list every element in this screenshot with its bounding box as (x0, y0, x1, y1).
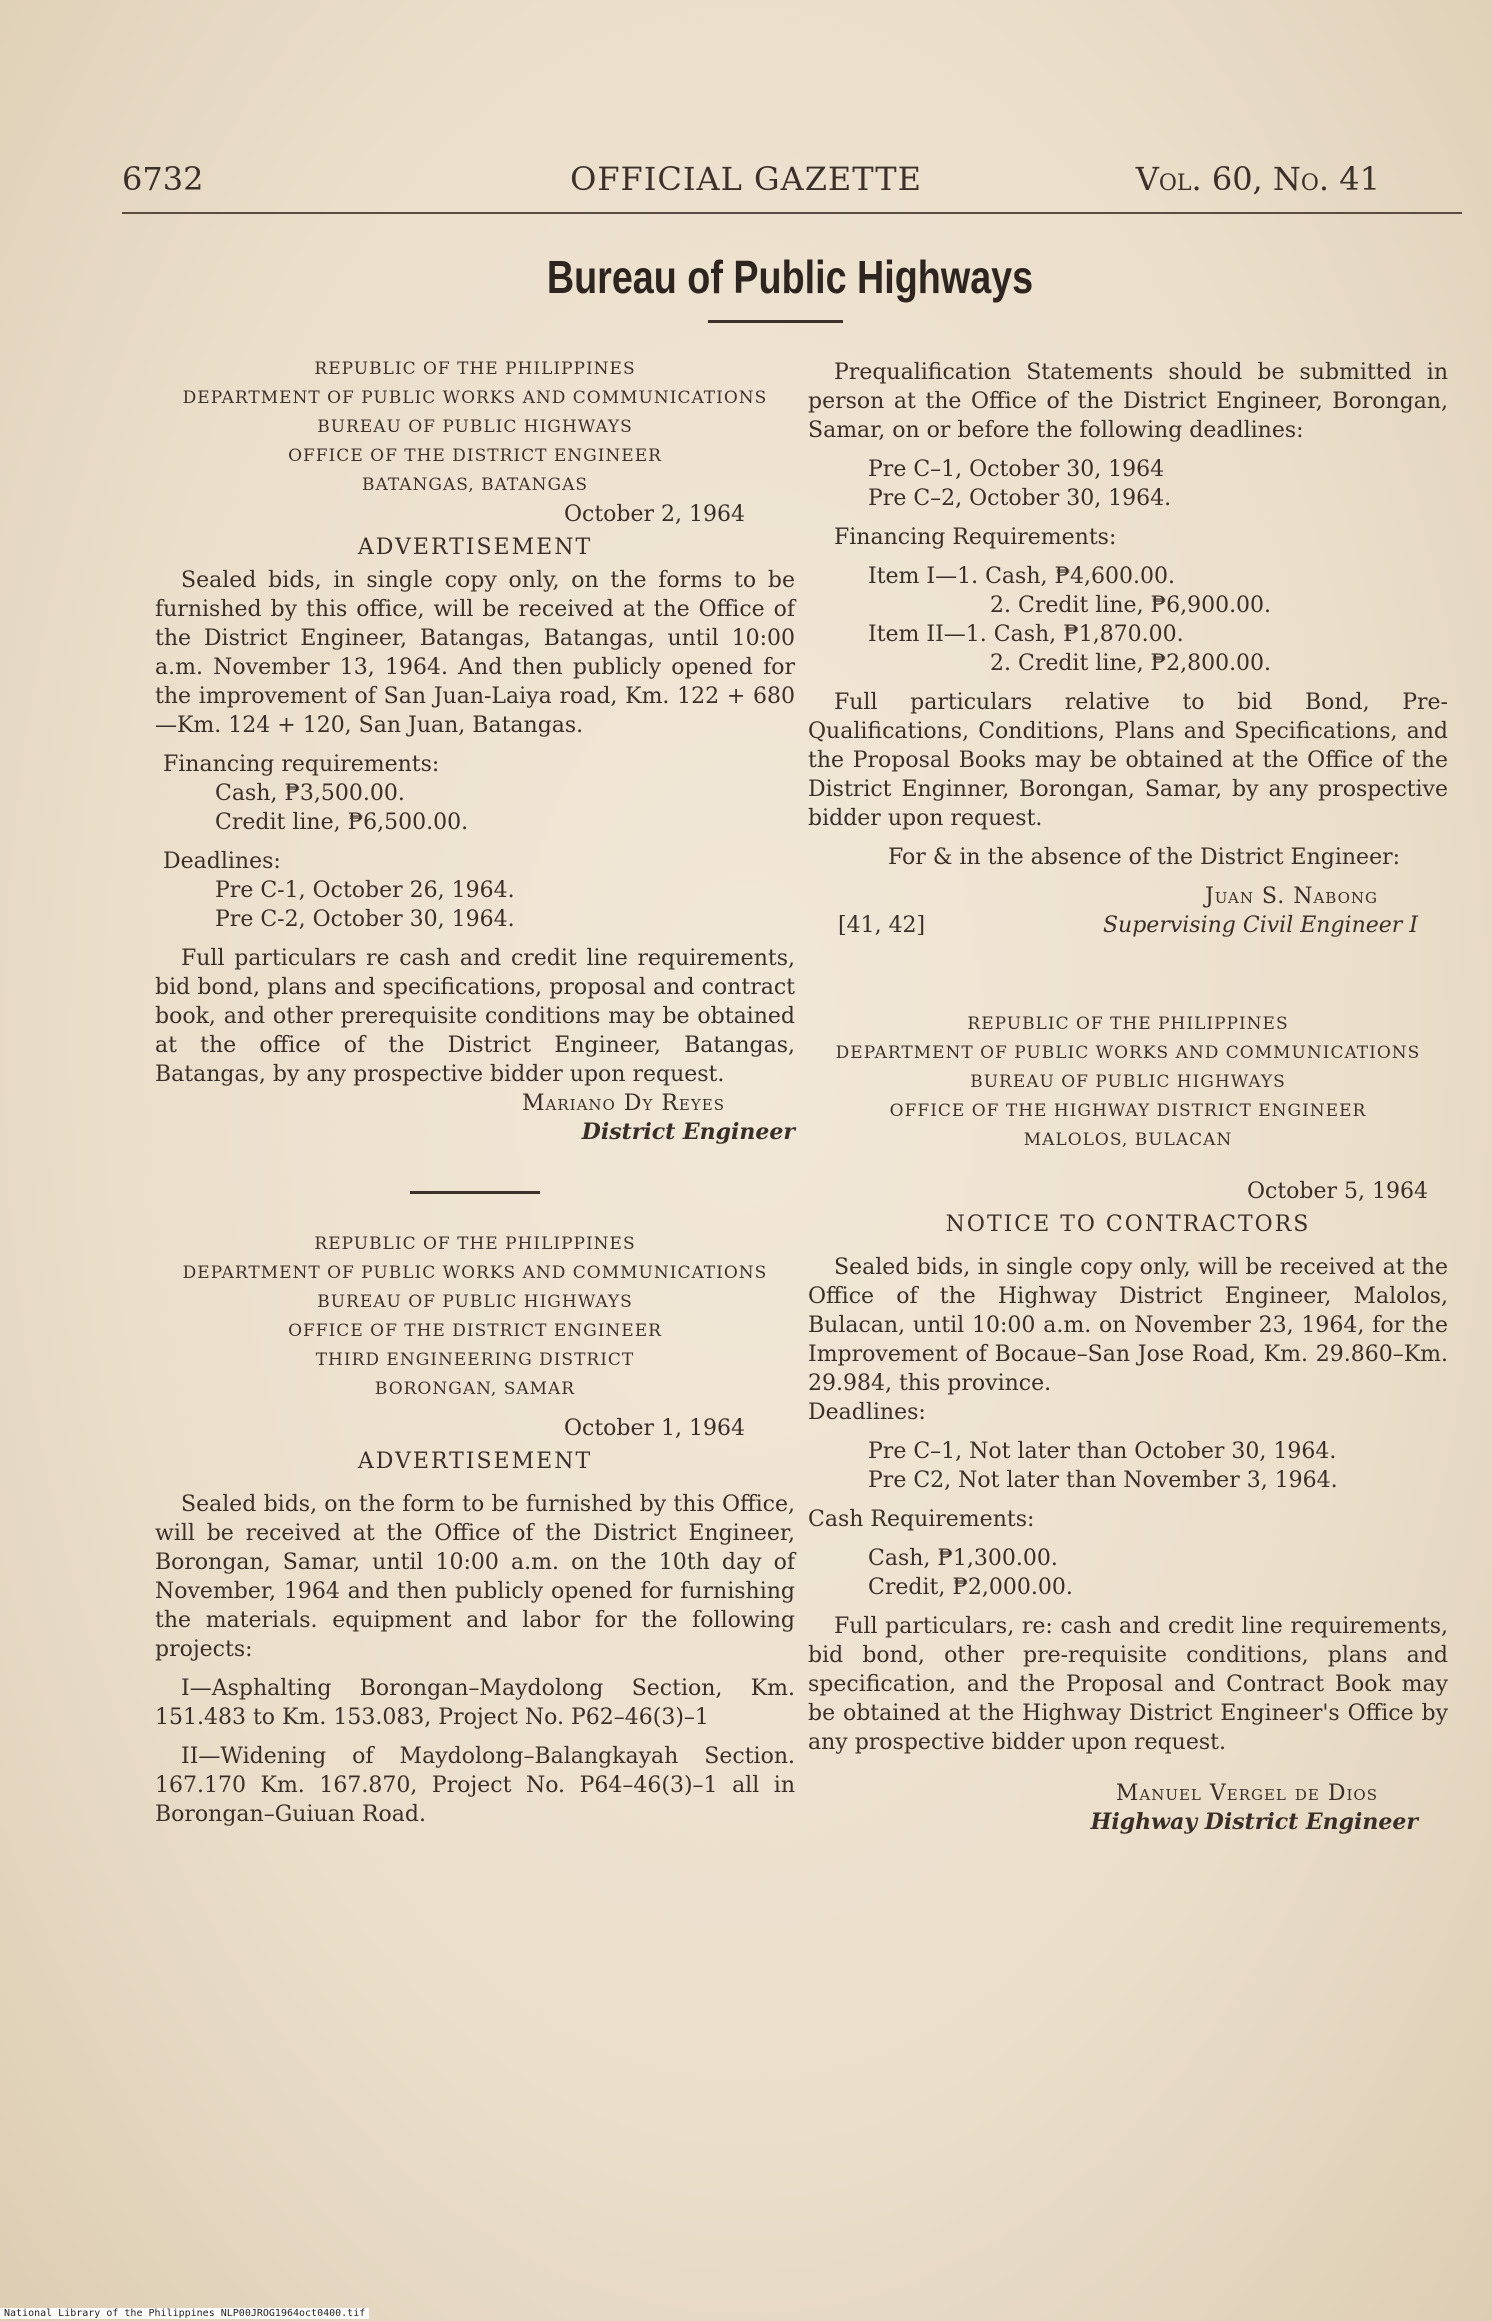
org-line: OFFICE OF THE DISTRICT ENGINEER (288, 1321, 662, 1341)
reference-numbers: [41, 42] (838, 913, 926, 938)
org-line: BATANGAS, BATANGAS (361, 475, 588, 495)
notice-borongan (155, 1230, 795, 1829)
signer-name: Juan S. Nabong (1204, 884, 1378, 909)
org-line: BORONGAN, SAMAR (374, 1379, 576, 1399)
signature-block (808, 1779, 1448, 1808)
item-cash: Item II—1. Cash, ₱1,870.00. (868, 622, 1184, 647)
financing-label: Financing requirements: (163, 752, 440, 777)
title-rule (708, 320, 843, 323)
notice-borongan-continued (808, 358, 1448, 940)
notice-title: NOTICE TO CONTRACTORS (945, 1212, 1311, 1237)
item-credit: 2. Credit line, ₱6,900.00. (990, 593, 1272, 618)
org-line: DEPARTMENT OF PUBLIC WORKS AND COMMUNICATIONS (182, 388, 768, 408)
org-line: DEPARTMENT OF PUBLIC WORKS AND COMMUNICATIONS (835, 1043, 1421, 1063)
signature-block (808, 882, 1448, 911)
header-rule (122, 212, 1462, 214)
signature-title-block (155, 1118, 795, 1147)
notice-particulars: Full particulars re cash and credit line requirements, bid bond, plans and specifications, proposal and contract book, and other prerequisite conditions may be obtained at the office of the District Engineer, Batangas, Batangas, by any prospective bidder upon request. (155, 946, 795, 1087)
section-title: Bureau of Public Highways (546, 251, 1034, 303)
volume-number: Vol. 60, No. 41 (1135, 160, 1380, 198)
notice-title: ADVERTISEMENT (357, 1449, 593, 1474)
signer-name: Manuel Vergel de Dios (1115, 1781, 1378, 1806)
notice-body: Sealed bids, on the form to be furnished by this Office, will be received at the Office of the District Engineer, Borongan, Samar, until 10:00 a.m. on the 10th day of November, 1964 and then publicly opened for furnishing the materials. equipment and labor for the following projects: (155, 1492, 795, 1662)
deadline-item: Pre C–2, October 30, 1964. (868, 486, 1172, 511)
notice-body: Sealed bids, in single copy only, will be received at the Office of the Highway District Engineer, Malolos, Bulacan, until 10:00 a.m. on November 23, 1964, for the Improvement of Bocaue–San Jose Road, Km. 29.860–Km. 29.984, this province. (808, 1255, 1448, 1396)
signature-title-block (808, 1808, 1448, 1837)
org-line: BUREAU OF PUBLIC HIGHWAYS (317, 1292, 633, 1312)
signature-block (155, 1089, 795, 1118)
item-credit: 2. Credit line, ₱2,800.00. (990, 651, 1272, 676)
notice-particulars: Full particulars, re: cash and credit line requirements, bid bond, other pre-requisite conditions, plans and specification, and the Proposal and Contract Book may be obtained at the Highway District Engineer's Office by any prospective bidder upon request. (808, 1614, 1448, 1755)
signature-row (808, 911, 1448, 940)
page-number: 6732 (122, 160, 204, 198)
org-line: REPUBLIC OF THE PHILIPPINES (314, 359, 636, 379)
deadline-item: Pre C-1, October 26, 1964. (215, 878, 515, 903)
signer-name: Mariano Dy Reyes (521, 1091, 725, 1116)
org-line: BUREAU OF PUBLIC HIGHWAYS (970, 1072, 1286, 1092)
org-line: OFFICE OF THE DISTRICT ENGINEER (288, 446, 662, 466)
deadline-item: Pre C2, Not later than November 3, 1964. (868, 1468, 1338, 1493)
org-line: OFFICE OF THE HIGHWAY DISTRICT ENGINEER (889, 1101, 1367, 1121)
org-line: THIRD ENGINEERING DISTRICT (315, 1350, 635, 1370)
notice-date: October 1, 1964 (563, 1416, 745, 1441)
notice-title: ADVERTISEMENT (357, 535, 593, 560)
notice-date: October 5, 1964 (1246, 1179, 1428, 1204)
publication-title: OFFICIAL GAZETTE (570, 160, 922, 198)
deadline-item: Pre C-2, October 30, 1964. (215, 907, 515, 932)
notice-batangas (155, 355, 795, 1147)
cash-label: Cash Requirements: (808, 1507, 1035, 1532)
deadlines-label: Deadlines: (163, 849, 281, 874)
cash-requirement: Cash, ₱3,500.00. (215, 781, 405, 806)
notice-body: Sealed bids, in single copy only, on the forms to be furnished by this office, will be received at the Office of the District Engineer, Batangas, Batangas, until 10:00 a.m. November 13, 1964. And then publicly opened for the improvement of San Juan-Laiya road, Km. 122 + 680—Km. 124 + 120, San Juan, Batangas. (155, 568, 795, 738)
deadlines-label: Deadlines: (808, 1400, 926, 1425)
notice-date: October 2, 1964 (563, 502, 745, 527)
credit-requirement: Credit line, ₱6,500.00. (215, 810, 469, 835)
notice-particulars: Full particulars relative to bid Bond, Pre-Qualifications, Conditions, Plans and Specifications, and the Proposal Books may be obtained at the Office of the District Enginner, Borongan, Samar, by any prospective bidder upon request. (808, 690, 1448, 831)
org-line: MALOLOS, BULACAN (1023, 1130, 1233, 1150)
credit-requirement: Credit, ₱2,000.00. (868, 1575, 1073, 1600)
project-item: I—Asphalting Borongan–Maydolong Section, Km. 151.483 to Km. 153.083, Project No. P62–46(3)–1 (155, 1676, 795, 1730)
deadline-item: Pre C–1, Not later than October 30, 1964. (868, 1439, 1337, 1464)
org-line: DEPARTMENT OF PUBLIC WORKS AND COMMUNICATIONS (182, 1263, 768, 1283)
scan-footer: National Library of the Philippines NLP00JROG1964oct0400.tif (0, 2308, 369, 2319)
deadline-item: Pre C–1, October 30, 1964 (868, 457, 1165, 482)
project-item: II—Widening of Maydolong–Balangkayah Section. 167.170 Km. 167.870, Project No. P64–46(3)–1 all in Borongan–Guiuan Road. (155, 1744, 795, 1827)
absence-line: For & in the absence of the District Engineer: (888, 845, 1401, 870)
org-line: REPUBLIC OF THE PHILIPPINES (967, 1014, 1289, 1034)
org-line: BUREAU OF PUBLIC HIGHWAYS (317, 417, 633, 437)
signer-title: Supervising Civil Engineer I (1102, 913, 1418, 938)
left-column (155, 355, 795, 1829)
item-cash: Item I—1. Cash, ₱4,600.00. (868, 564, 1175, 589)
org-line: REPUBLIC OF THE PHILIPPINES (314, 1234, 636, 1254)
prequalification-text: Prequalification Statements should be submitted in person at the Office of the District Engineer, Borongan, Samar, on or before the following deadlines: (808, 360, 1448, 443)
cash-requirement: Cash, ₱1,300.00. (868, 1546, 1058, 1571)
right-column (808, 358, 1448, 1837)
financing-label: Financing Requirements: (834, 525, 1117, 550)
signer-title: Highway District Engineer (1090, 1809, 1418, 1835)
notice-malolos (808, 1010, 1448, 1837)
signer-title: District Engineer (581, 1119, 795, 1145)
